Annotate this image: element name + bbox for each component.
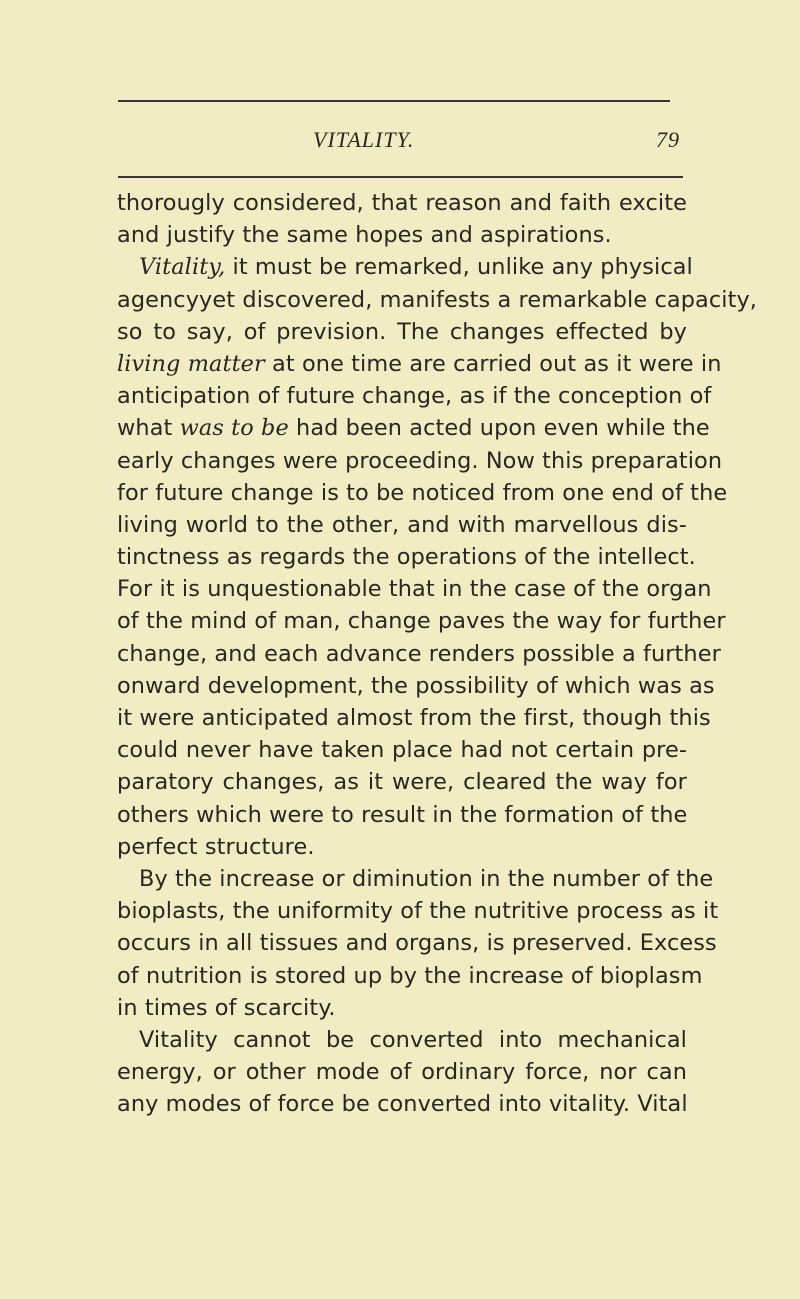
- text-line: [117, 734, 687, 766]
- body-text: [117, 187, 758, 1120]
- text-line: [117, 477, 728, 509]
- text-line: [117, 1024, 687, 1056]
- text-line: [117, 509, 687, 541]
- text-line: [117, 992, 687, 1024]
- italic-text: living matter: [117, 350, 265, 377]
- text-segment: thorougly considered, that reason and faith excite: [117, 190, 687, 216]
- text-segment: perfect structure.: [117, 833, 315, 860]
- text-segment: at one time are carried out as it were in: [264, 350, 722, 377]
- text-segment: for future change is to be noticed from one end of the: [117, 479, 728, 506]
- text-line: [117, 541, 696, 573]
- text-segment: it must be remarked, unlike any physical: [225, 254, 693, 281]
- text-segment: any modes of force be converted into vitality. Vital: [117, 1091, 688, 1118]
- text-segment: others which were to result in the formation of the: [117, 801, 688, 828]
- header-rule-bottom: [118, 176, 683, 178]
- text-segment: could never have taken place had not certain pre-: [117, 737, 687, 764]
- header-rule-top: [118, 100, 670, 102]
- text-segment: so to say, of prevision. The changes effected by: [117, 318, 687, 345]
- text-line: [117, 412, 710, 444]
- text-segment: had been acted upon even while the: [288, 415, 710, 442]
- text-line: [117, 638, 721, 670]
- text-line: [117, 380, 712, 412]
- text-segment: occurs in all tissues and organs, is preserved. Excess: [117, 930, 717, 957]
- text-line: [117, 316, 687, 348]
- text-segment: For it is unquestionable that in the case of the organ: [117, 576, 712, 603]
- text-segment: of nutrition is stored up by the increase of bioplasm: [117, 962, 703, 989]
- text-line: [117, 960, 703, 992]
- italic-text: Vitality,: [139, 254, 226, 281]
- text-segment: tinctness as regards the operations of the intellect.: [117, 544, 696, 571]
- text-segment: paratory changes, as it were, cleared the way for: [117, 769, 687, 796]
- text-segment: it were anticipated almost from the first, though this: [117, 705, 711, 731]
- text-segment: what: [117, 415, 180, 442]
- text-segment: of the mind of man, change paves the way for further: [117, 608, 726, 635]
- text-segment: in times of scarcity.: [117, 994, 336, 1021]
- text-line: [117, 219, 687, 251]
- text-segment: change, and each advance renders possible a further: [117, 640, 721, 667]
- running-head: [118, 124, 680, 156]
- text-line: [117, 702, 711, 734]
- text-segment: Vitality cannot be converted into mechanical: [139, 1026, 687, 1053]
- text-segment: anticipation of future change, as if the conception of: [117, 383, 712, 410]
- text-line: [117, 187, 687, 219]
- text-line: [117, 348, 722, 380]
- text-line: [117, 670, 715, 702]
- text-line: [117, 927, 717, 959]
- text-line: [117, 251, 693, 283]
- text-line: [117, 831, 687, 863]
- text-segment: bioplasts, the uniformity of the nutritive process as it: [117, 898, 719, 925]
- text-line: [117, 284, 758, 316]
- text-segment: agencyyet discovered, manifests a remarkable capacity,: [117, 286, 758, 313]
- text-segment: living world to the other, and with marvellous dis-: [117, 511, 687, 538]
- text-segment: onward development, the possibility of which was as: [117, 672, 715, 699]
- text-segment: energy, or other mode of ordinary force, nor can: [117, 1059, 687, 1086]
- text-segment: and justify the same hopes and aspirations.: [117, 222, 612, 249]
- text-line: [117, 573, 712, 605]
- text-line: [117, 605, 726, 637]
- text-line: [117, 1088, 687, 1120]
- text-line: [117, 863, 714, 895]
- text-line: [117, 445, 723, 477]
- text-line: [117, 799, 687, 831]
- italic-text: was to be: [179, 415, 289, 442]
- page-number: 79: [656, 127, 680, 152]
- running-title: VITALITY.: [313, 127, 415, 152]
- text-segment: early changes were proceeding. Now this preparation: [117, 447, 723, 474]
- text-segment: By the increase or diminution in the number of the: [139, 865, 714, 892]
- text-line: [117, 895, 719, 927]
- text-line: [117, 766, 687, 798]
- text-line: [117, 1056, 687, 1088]
